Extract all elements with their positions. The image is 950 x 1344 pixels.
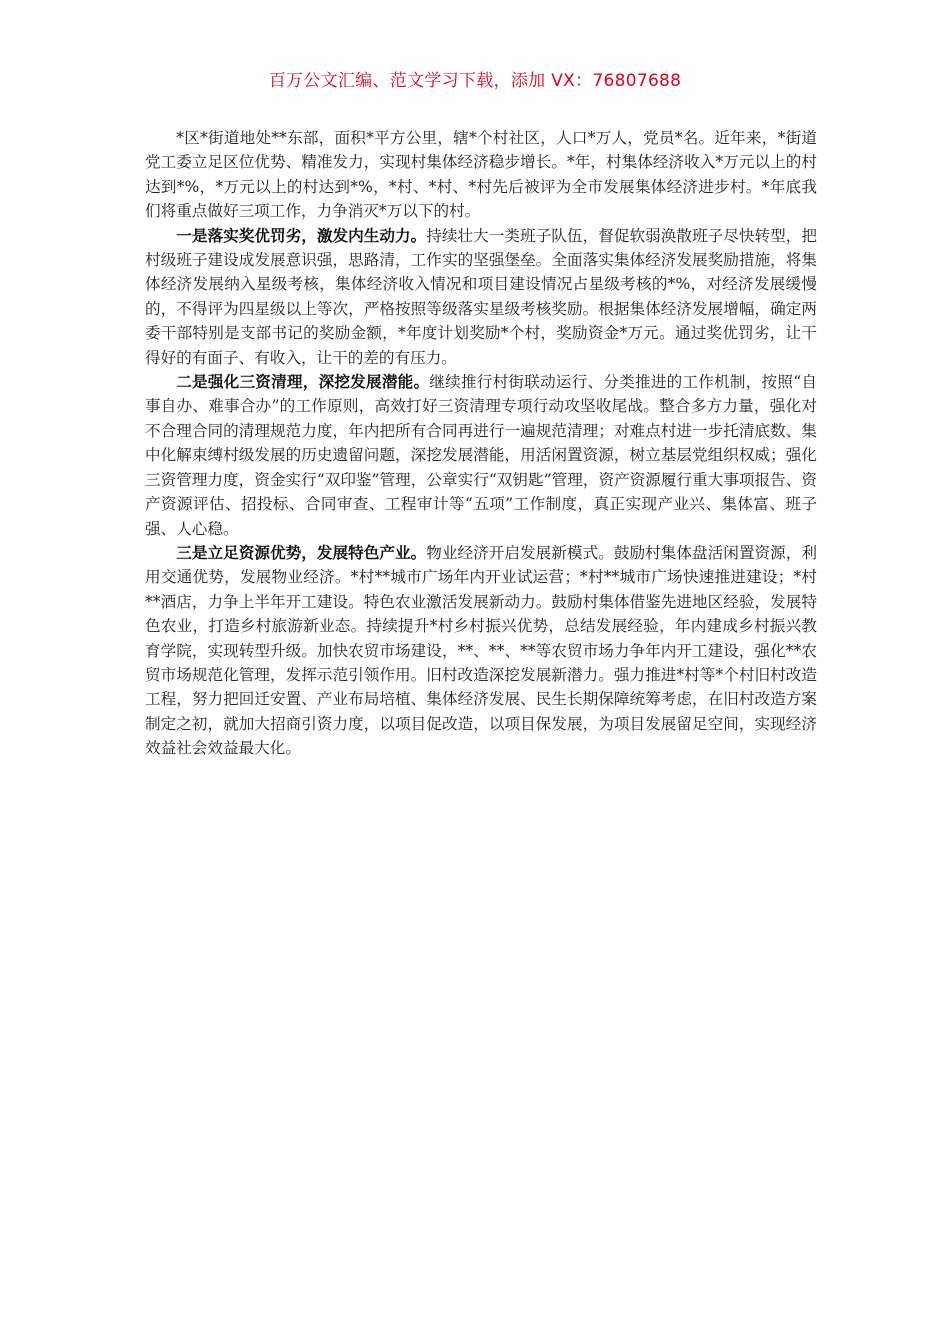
- paragraph-two: [145, 370, 817, 541]
- paragraph-text: 继续推行村街联动运行、分类推进的工作机制，按照“自事自办、难事合办”的工作原则，高效打好三资清理专项行动攻坚收尾战。整合多方力量，强化对不合理合同的清理规范力度，年内把所有合同再进行一遍规范清理；对难点村进一步托清底数、集中化解束缚村级发展的历史遗留问题，深挖发展潜能，用活闲置资源，树立基层党组织权威；强化三资管理力度，资金实行“双印鉴”管理，公章实行“双钥匙”管理，资产资源履行重大事项报告、资产资源评估、招投标、合同审查、工程审计等“五项”工作制度，真正实现产业兴、集体富、班子强、人心稳。: [145, 373, 817, 538]
- paragraph-one: [145, 224, 817, 370]
- paragraph-heading: 二是强化三资清理，深挖发展潜能。: [176, 372, 430, 392]
- document-body: [145, 126, 817, 761]
- paragraph-text: 物业经济开启发展新模式。鼓励村集体盘活闲置资源，利用交通优势，发展物业经济。*村**城市广场年内开业试运营；*村**城市广场快速推进建设；*村**酒店，力争上半年开工建设。特色农业激活发展新动力。鼓励村集体借鉴先进地区经验，发展特色农业，打造乡村旅游新业态。持续提升*村乡村振兴优势，总结发展经验，年内建成乡村振兴教育学院，实现转型升级。加快农贸市场建设，**、**、**等农贸市场力争年内开工建设，强化**农贸市场规范化管理，发挥示范引领作用。旧村改造深挖发展新潜力。强力推进*村等*个村旧村改造工程，努力把回迁安置、产业布局培植、集体经济发展、民生长期保障统筹考虑，在旧村改造方案制定之初，就加大招商引资力度，以项目促改造，以项目保发展，为项目发展留足空间，实现经济效益社会效益最大化。: [145, 543, 817, 758]
- intro-paragraph: [145, 126, 817, 224]
- paragraph-text: 持续壮大一类班子队伍，督促软弱涣散班子尽快转型，把村级班子建设成发展意识强，思路清，工作实的坚强堡垒。全面落实集体经济发展奖励措施，将集体经济发展纳入星级考核，集体经济收入情况和项目建设情况占星级考核的*%，对经济发展缓慢的，不得评为四星级以上等次，严格按照等级落实星级考核奖励。根据集体经济发展增幅，确定两委干部特别是支部书记的奖励金额，*年度计划奖励*个村，奖励资金*万元。通过奖优罚劣，让干得好的有面子、有收入，让干的差的有压力。: [145, 226, 817, 367]
- paragraph-three: [145, 541, 817, 761]
- header-banner: 百万公文汇编、范文学习下载，添加 VX：76807688: [268, 71, 682, 91]
- paragraph-heading: 三是立足资源优势，发展特色产业。: [176, 542, 427, 562]
- paragraph-text: *区*街道地处**东部，面积*平方公里，辖*个村社区，人口*万人，党员*名。近年来，*街道党工委立足区位优势、精准发力，实现村集体经济稳步增长。*年，村集体经济收入*万元以上的村达到*%，*万元以上的村达到*%，*村、*村、*村先后被评为全市发展集体经济进步村。*年底我们将重点做好三项工作，力争消灭*万以下的村。: [145, 129, 817, 221]
- paragraph-heading: 一是落实奖优罚劣，激发内生动力。: [176, 225, 427, 245]
